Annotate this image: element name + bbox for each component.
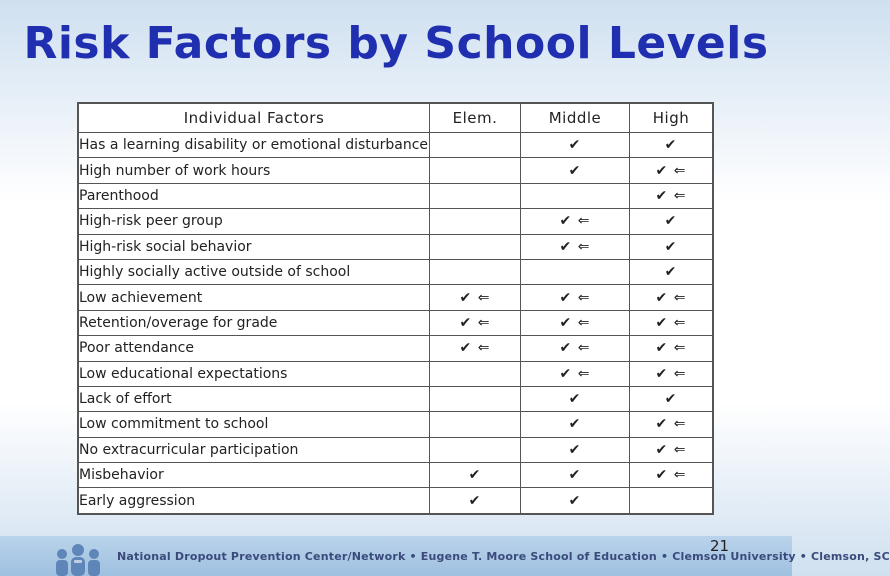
header-high: High bbox=[630, 103, 714, 133]
high-cell: ✔ ⇐ bbox=[630, 361, 714, 386]
middle-cell: ✔ bbox=[521, 488, 630, 514]
factor-cell: Highly socially active outside of school bbox=[78, 259, 430, 284]
table-header-row bbox=[78, 103, 713, 133]
elementary-cell: ✔ ⇐ bbox=[430, 310, 521, 335]
middle-cell: ✔ ⇐ bbox=[521, 361, 630, 386]
elementary-cell: ✔ bbox=[430, 488, 521, 514]
high-cell: ✔ ⇐ bbox=[630, 463, 714, 488]
factor-cell: Poor attendance bbox=[78, 336, 430, 361]
high-cell: ✔ ⇐ bbox=[630, 437, 714, 462]
table-row bbox=[78, 437, 713, 462]
high-cell: ✔ ⇐ bbox=[630, 183, 714, 208]
high-cell: ✔ ⇐ bbox=[630, 285, 714, 310]
factor-cell: High-risk social behavior bbox=[78, 234, 430, 259]
factor-cell: Low educational expectations bbox=[78, 361, 430, 386]
table-row bbox=[78, 158, 713, 183]
elementary-cell bbox=[430, 386, 521, 411]
table-row bbox=[78, 259, 713, 284]
factor-cell: Has a learning disability or emotional disturbance bbox=[78, 133, 430, 158]
factor-cell: Misbehavior bbox=[78, 463, 430, 488]
high-cell: ✔ bbox=[630, 133, 714, 158]
table-row bbox=[78, 361, 713, 386]
slide-title: Risk Factors by School Levels bbox=[23, 18, 769, 69]
factor-cell: Parenthood bbox=[78, 183, 430, 208]
high-cell: ✔ ⇐ bbox=[630, 336, 714, 361]
table-row bbox=[78, 285, 713, 310]
table-row bbox=[78, 209, 713, 234]
middle-cell: ✔ bbox=[521, 463, 630, 488]
factor-cell: Lack of effort bbox=[78, 386, 430, 411]
table-row bbox=[78, 310, 713, 335]
header-individual-factors: Individual Factors bbox=[78, 103, 430, 133]
elementary-cell: ✔ ⇐ bbox=[430, 336, 521, 361]
factor-cell: Early aggression bbox=[78, 488, 430, 514]
high-cell: ✔ ⇐ bbox=[630, 412, 714, 437]
elementary-cell bbox=[430, 234, 521, 259]
middle-cell: ✔ ⇐ bbox=[521, 209, 630, 234]
table-row bbox=[78, 412, 713, 437]
factor-cell: High number of work hours bbox=[78, 158, 430, 183]
middle-cell bbox=[521, 259, 630, 284]
footer-bar bbox=[0, 536, 890, 576]
elementary-cell bbox=[430, 183, 521, 208]
middle-cell: ✔ ⇐ bbox=[521, 234, 630, 259]
high-cell: ✔ ⇐ bbox=[630, 158, 714, 183]
elementary-cell bbox=[430, 259, 521, 284]
factor-cell: Low commitment to school bbox=[78, 412, 430, 437]
risk-factors-table bbox=[77, 102, 714, 515]
high-cell: ✔ bbox=[630, 386, 714, 411]
high-cell bbox=[630, 488, 714, 514]
high-cell: ✔ bbox=[630, 234, 714, 259]
factor-cell: No extracurricular participation bbox=[78, 437, 430, 462]
elementary-cell bbox=[430, 158, 521, 183]
middle-cell: ✔ bbox=[521, 437, 630, 462]
header-middle: Middle bbox=[521, 103, 630, 133]
middle-cell: ✔ bbox=[521, 158, 630, 183]
table-row bbox=[78, 133, 713, 158]
high-cell: ✔ bbox=[630, 209, 714, 234]
middle-cell: ✔ bbox=[521, 412, 630, 437]
header-elementary: Elem. bbox=[430, 103, 521, 133]
high-cell: ✔ ⇐ bbox=[630, 310, 714, 335]
footer-attribution: National Dropout Prevention Center/Network • Eugene T. Moore School of Education • Clemson University • Clemson, SC bbox=[117, 550, 890, 563]
elementary-cell: ✔ bbox=[430, 463, 521, 488]
factor-cell: High-risk peer group bbox=[78, 209, 430, 234]
middle-cell: ✔ ⇐ bbox=[521, 285, 630, 310]
table-row bbox=[78, 463, 713, 488]
middle-cell: ✔ ⇐ bbox=[521, 336, 630, 361]
page-number: 21 bbox=[710, 537, 730, 555]
table-row bbox=[78, 183, 713, 208]
table-row bbox=[78, 386, 713, 411]
elementary-cell bbox=[430, 361, 521, 386]
middle-cell: ✔ ⇐ bbox=[521, 310, 630, 335]
elementary-cell bbox=[430, 412, 521, 437]
people-group-icon bbox=[52, 542, 104, 576]
middle-cell: ✔ bbox=[521, 386, 630, 411]
table-row bbox=[78, 488, 713, 514]
elementary-cell bbox=[430, 437, 521, 462]
factor-cell: Retention/overage for grade bbox=[78, 310, 430, 335]
table-row bbox=[78, 336, 713, 361]
high-cell: ✔ bbox=[630, 259, 714, 284]
middle-cell: ✔ bbox=[521, 133, 630, 158]
factor-cell: Low achievement bbox=[78, 285, 430, 310]
elementary-cell bbox=[430, 209, 521, 234]
middle-cell bbox=[521, 183, 630, 208]
elementary-cell: ✔ ⇐ bbox=[430, 285, 521, 310]
table-row bbox=[78, 234, 713, 259]
elementary-cell bbox=[430, 133, 521, 158]
